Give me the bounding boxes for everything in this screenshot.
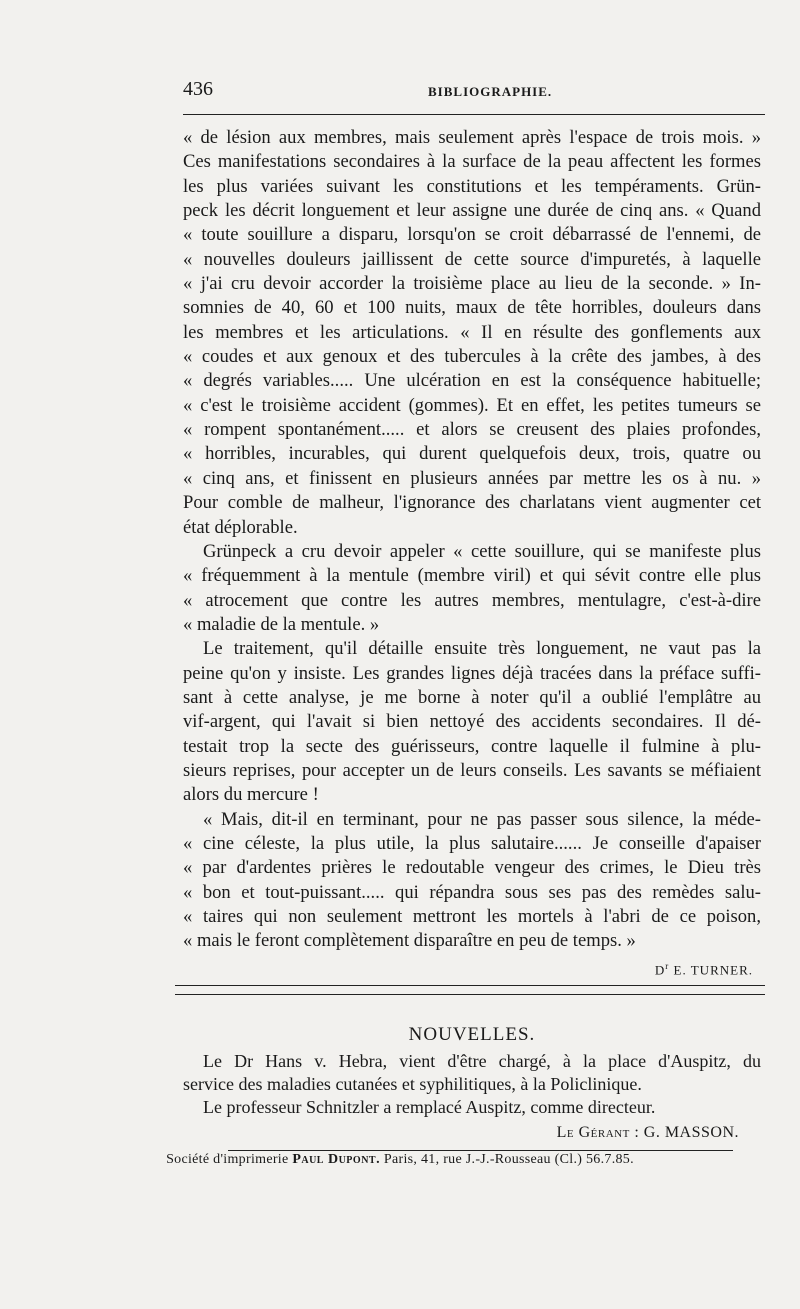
author-signature: $D^r$ E. TURNER. <box>654 960 753 978</box>
text-line: « j'ai cru devoir accorder la troisième place au lieu de la seconde. » In- <box>183 273 761 295</box>
text-line: « nouvelles douleurs jaillissent de cette source d'impuretés, à laquelle <box>183 248 761 270</box>
news-title: NOUVELLES. <box>408 1024 536 1045</box>
text-line: « maladie de la mentule. » <box>183 613 380 635</box>
running-head: BIBLIOGRAPHIE. <box>428 84 553 99</box>
text-line: « cine céleste, la plus utile, la plus salutaire...... Je conseille d'apaiser <box>183 832 761 854</box>
text-line: « par d'ardentes prières le redoutable vengeur des crimes, le Dieu très <box>183 857 761 879</box>
text-line: « cinq ans, et finissent en plusieurs années par mettre les os à nu. » <box>183 467 761 489</box>
section-divider <box>175 985 765 995</box>
header-rule <box>183 114 765 115</box>
text-line: « mais le feront complètement disparaître en peu de temps. » <box>183 930 636 952</box>
text-line: Ces manifestations secondaires à la surface de la peau affectent les formes <box>183 151 761 173</box>
text-line: « rompent spontanément..... et alors se creusent des plaies profondes, <box>183 419 761 441</box>
text-line: les membres et les articulations. « Il en résulte des gonflements aux <box>183 321 761 343</box>
text-line: « taires qui non seulement mettront les mortels à l'abri de ce poison, <box>183 906 761 927</box>
text-line: « degrés variables..... Une ulcération en est la conséquence habituelle; <box>183 370 761 392</box>
text-line: testait trop la secte des guérisseurs, contre laquelle il fulmine à plu- <box>183 735 761 757</box>
text-line: « de lésion aux membres, mais seulement après l'espace de trois mois. » <box>183 127 761 148</box>
text-line: « atrocement que contre les autres membres, mentulagre, c'est-à-dire <box>183 589 761 611</box>
text-line: « c'est le troisième accident (gommes). Et en effet, les petites tumeurs se <box>183 394 761 416</box>
text-line: état déplorable. <box>183 516 298 538</box>
text-line: Grünpeck a cru devoir appeler « cette souillure, qui se manifeste plus <box>203 540 761 562</box>
text-line: Le traitement, qu'il détaille ensuite très longuement, ne vaut pas la <box>203 638 761 660</box>
text-line: sant à cette analyse, je me borne à noter qu'il a oublié l'emplâtre au <box>183 686 761 708</box>
text-line: Pour comble de malheur, l'ignorance des charlatans vient augmenter cet <box>183 492 761 514</box>
manager-signature: Le Gérant : G. MASSON. <box>556 1124 739 1141</box>
text-line: peine qu'on y insiste. Les grandes lignes déjà tracées dans la préface suffi- <box>183 662 761 684</box>
text-line: « fréquemment à la mentule (membre viril) et qui sévit contre elle plus <box>183 565 761 587</box>
page-number: 436 <box>183 78 213 100</box>
text-line: « bon et tout-puissant..... qui répandra sous ses pas des remèdes salu- <box>183 881 761 903</box>
imprint-rule <box>228 1150 733 1151</box>
text-line: alors du mercure ! <box>183 784 319 806</box>
review-text <box>183 126 761 978</box>
text-line: « Mais, dit-il en terminant, pour ne pas passer sous silence, la méde- <box>203 808 761 830</box>
printer-imprint: Société d'imprimerie Paul Dupont. Paris, 41, rue J.-J.-Rousseau (Cl.) 56.7.85. <box>166 1152 634 1167</box>
news-section <box>183 1020 761 1147</box>
text-line: somnies de 40, 60 et 100 nuits, maux de tête horribles, douleurs dans <box>183 297 761 319</box>
news-line: service des maladies cutanées et syphilitiques, à la Policlinique. <box>183 1074 642 1094</box>
news-line: Le Dr Hans v. Hebra, vient d'être chargé, à la place d'Auspitz, du <box>203 1051 761 1071</box>
text-line: peck les décrit longuement et leur assigne une durée de cinq ans. « Quand <box>183 200 761 222</box>
text-line: « horribles, incurables, qui durent quelquefois deux, trois, quatre ou <box>183 443 761 465</box>
text-line: vif-argent, qui l'avait si bien nettoyé des accidents secondaires. Il dé- <box>183 711 761 733</box>
page-header <box>183 78 765 102</box>
news-line: Le professeur Schnitzler a remplacé Auspitz, comme directeur. <box>203 1097 656 1117</box>
text-line: « coudes et aux genoux et des tubercules à la crête des jambes, à des <box>183 346 761 368</box>
text-line: les plus variées suivant les constitutions et les tempéraments. Grün- <box>183 175 761 197</box>
text-line: « toute souillure a disparu, lorsqu'on se croit débarrassé de l'ennemi, de <box>183 224 761 246</box>
text-line: sieurs reprises, pour accepter un de leurs conseils. Les savants se méfiaient <box>183 759 761 781</box>
